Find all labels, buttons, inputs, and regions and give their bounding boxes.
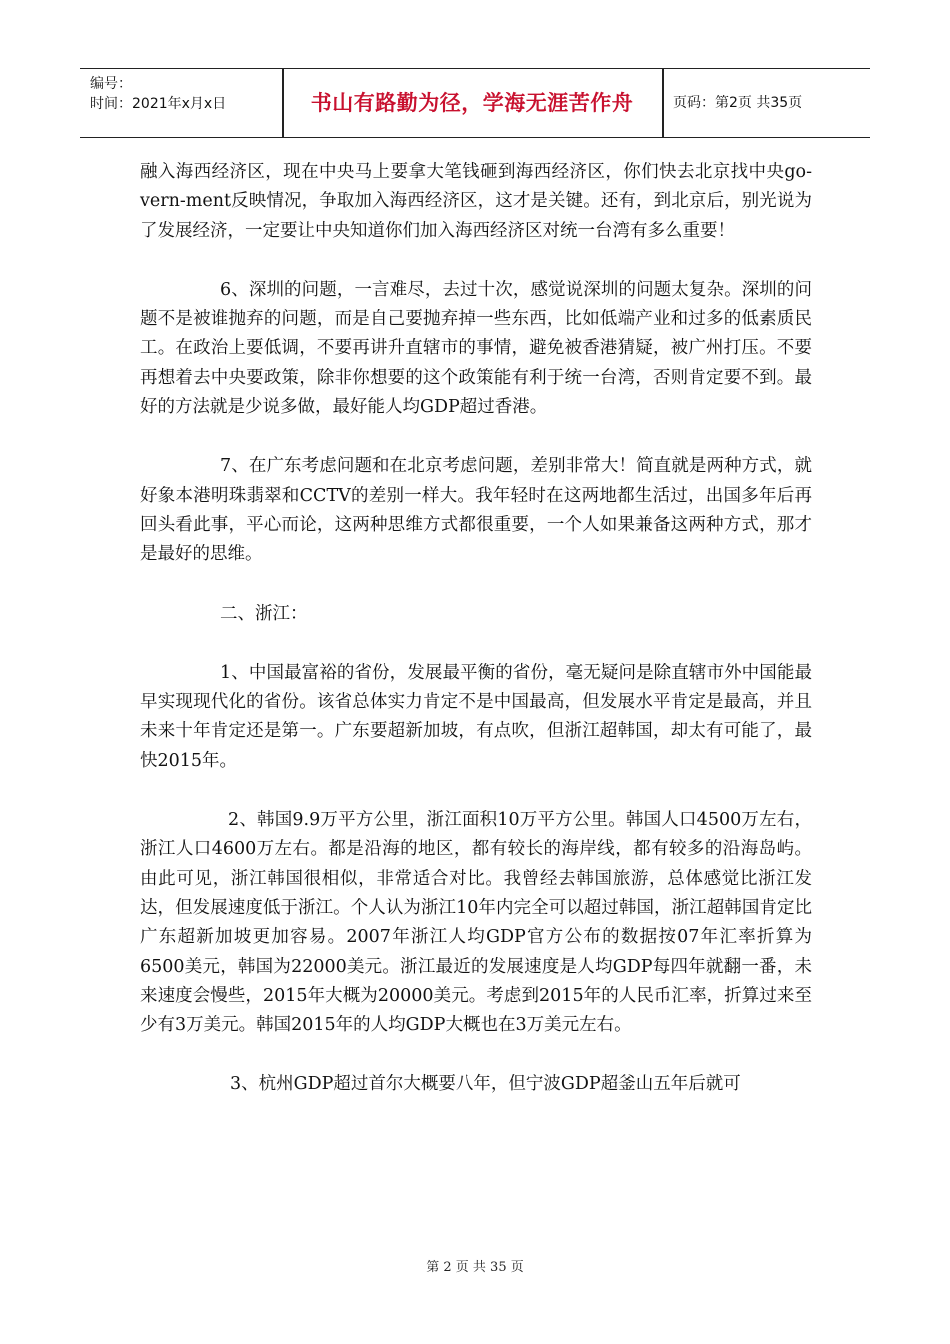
page-header — [80, 68, 870, 138]
document-time-label: 时间：2021年x月x日 — [90, 96, 227, 112]
paragraph-item-2: 2、韩国9.9万平方公里，浙江面积10万平方公里。韩国人口4500万左右，浙江人口4600万左右。都是沿海的地区，都有较长的海岸线，都有较多的沿海岛屿。由此可见，浙江韩国很相似，非常适合对比。我曾经去韩国旅游，总体感觉比浙江发达，但发展速度低于浙江。个人认为浙江10年内完全可以超过韩国，浙江超韩国肯定比广东超新加坡更加容易。2007年浙江人均GDP官方公布的数据按07年汇率折算为6500美元，韩国为22000美元。浙江最近的发展速度是人均GDP每四年就翻一番，未来速度会慢些，2015年大概为20000美元。考虑到2015年的人民币汇率，折算过来至少有3万美元。韩国2015年的人均GDP大概也在3万美元左右。 — [140, 810, 812, 1036]
document-body — [140, 158, 812, 1130]
page-info-text: 页码：第2页 共35页 — [673, 95, 803, 111]
header-motto: 书山有路勤为径，学海无涯苦作舟 — [310, 90, 634, 115]
paragraph-item-7: 7、在广东考虑问题和在北京考虑问题，差别非常大！简直就是两种方式，就好象本港明珠翡翠和CCTV的差别一样大。我年轻时在这两地都生活过，出国多年后再回头看此事，平心而论，这两种思维方式都很重要，一个人如果兼备这两种方式，那才是最好的思维。 — [140, 456, 812, 565]
document-number-label: 编号： — [90, 76, 132, 92]
paragraph-continuation: 融入海西经济区，现在中央马上要拿大笔钱砸到海西经济区，你们快去北京找中央go-vern-ment反映情况，争取加入海西经济区，这才是关键。还有，到北京后，别光说为了发展经济，一定要让中央知道你们加入海西经济区对统一台湾有多么重要！ — [140, 162, 812, 241]
paragraph-item-1: 1、中国最富裕的省份，发展最平衡的省份，毫无疑问是除直辖市外中国能最早实现现代化的省份。该省总体实力肯定不是中国最高，但发展水平肯定是最高，并且未来十年肯定还是第一。广东要超新加坡，有点吹，但浙江超韩国，却太有可能了，最快2015年。 — [140, 662, 812, 771]
header-meta — [90, 74, 280, 114]
header-divider-right — [662, 69, 664, 137]
section-heading-zhejiang: 二、浙江： — [220, 603, 308, 624]
page-footer: 第 2 页 共 35 页 — [426, 1260, 524, 1275]
paragraph-item-6: 6、深圳的问题，一言难尽，去过十次，感觉说深圳的问题太复杂。深圳的问题不是被谁抛弃的问题，而是自己要抛弃掉一些东西，比如低端产业和过多的低素质民工。在政治上要低调，不要再讲升直辖市的事情，避免被香港猜疑，被广州打压。不要再想着去中央要政策，除非你想要的这个政策能有利于统一台湾，否则肯定要不到。最好的方法就是少说多做，最好能人均GDP超过香港。 — [140, 279, 812, 418]
paragraph-item-3: 3、杭州GDP超过首尔大概要八年，但宁波GDP超釜山五年后就可 — [230, 1074, 741, 1095]
header-page-info — [665, 69, 870, 137]
